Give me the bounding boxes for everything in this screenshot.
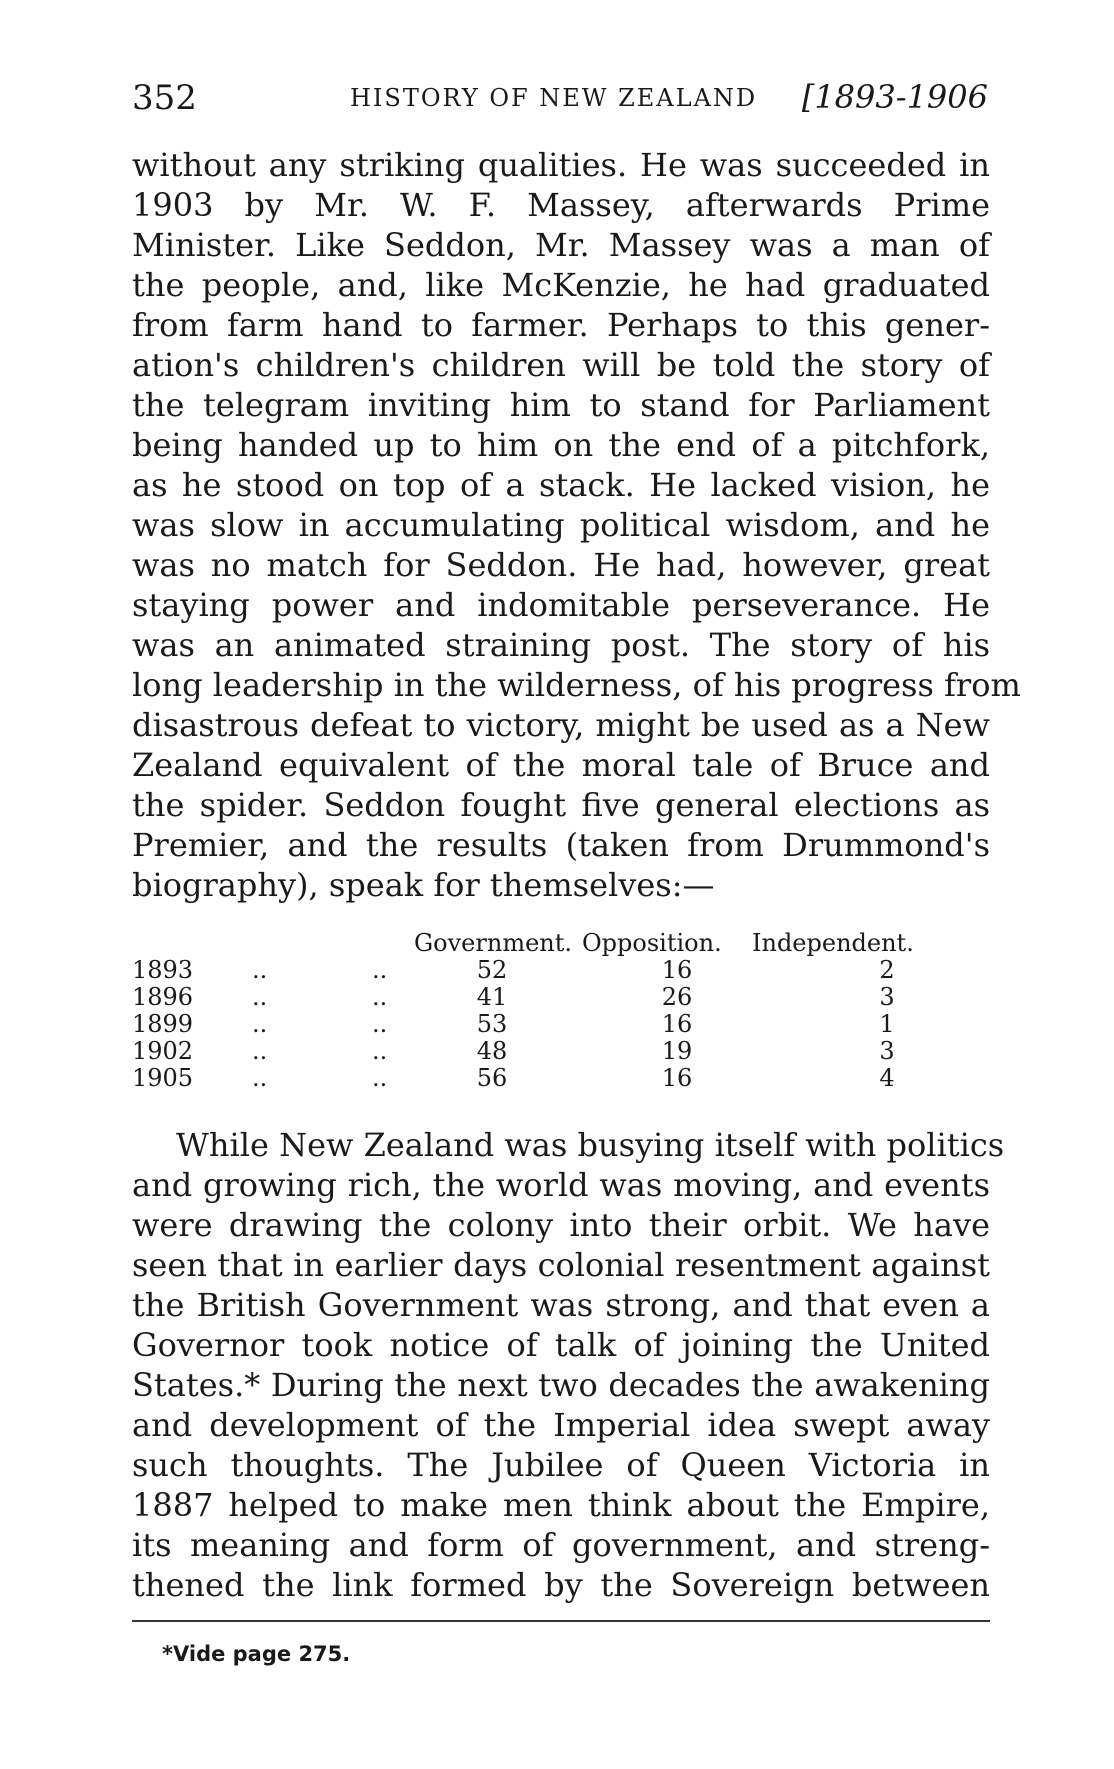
text-line: was slow in accumulating political wisdom, and he [132, 506, 990, 544]
text-line: long leadership in the wilderness, of his progress from [132, 666, 1021, 704]
opposition-cell: 19 [661, 1037, 693, 1065]
leader-dots: .. [372, 1010, 388, 1038]
text-line: biography), speak for themselves:— [132, 866, 715, 904]
page-number: 352 [132, 78, 197, 118]
table-header-row [132, 930, 990, 957]
date-range: [1893-1906 [801, 78, 988, 116]
leader-dots: .. [372, 956, 388, 984]
table-row [132, 984, 990, 1011]
text-line: the spider. Seddon fought five general elections as [132, 786, 990, 824]
table-row [132, 1011, 990, 1038]
independent-cell: 1 [879, 1010, 895, 1038]
government-cell: 48 [476, 1037, 508, 1065]
leader-dots: .. [252, 1064, 268, 1092]
leader-dots: .. [252, 983, 268, 1011]
opposition-cell: 16 [661, 1010, 693, 1038]
text-line: its meaning and form of government, and streng- [132, 1526, 990, 1564]
opposition-cell: 16 [661, 956, 693, 984]
text-line: disastrous defeat to victory, might be used as a New [132, 706, 990, 744]
footnote-rule [132, 1620, 990, 1622]
text-line: staying power and indomitable perseverance. He [132, 586, 990, 624]
text-line: seen that in earlier days colonial resentment against [132, 1246, 990, 1284]
text-line: thened the link formed by the Sovereign between [132, 1566, 990, 1604]
independent-cell: 3 [879, 1037, 895, 1065]
text-line: the people, and, like McKenzie, he had graduated [132, 266, 990, 304]
election-results-table [132, 930, 990, 1092]
text-line: While New Zealand was busying itself with politics [176, 1126, 1005, 1164]
text-line: Premier, and the results (taken from Drummond's [132, 826, 990, 864]
text-line: were drawing the colony into their orbit. We have [132, 1206, 990, 1244]
text-line: was an animated straining post. The story of his [132, 626, 990, 664]
text-line: Minister. Like Seddon, Mr. Massey was a man of [132, 226, 990, 264]
leader-dots: .. [252, 1037, 268, 1065]
year-cell: 1902 [132, 1037, 194, 1065]
text-line: without any striking qualities. He was succeeded in [132, 146, 990, 184]
leader-dots: .. [372, 1037, 388, 1065]
text-line: 1887 helped to make men think about the Empire, [132, 1486, 990, 1524]
text-line: being handed up to him on the end of a pitchfork, [132, 426, 990, 464]
year-cell: 1893 [132, 956, 194, 984]
text-line: Zealand equivalent of the moral tale of Bruce and [132, 746, 990, 784]
government-cell: 53 [476, 1010, 508, 1038]
text-line: such thoughts. The Jubilee of Queen Victoria in [132, 1446, 990, 1484]
column-header-opposition: Opposition. [582, 929, 722, 957]
table-row [132, 1038, 990, 1065]
independent-cell: 4 [879, 1064, 895, 1092]
year-cell: 1896 [132, 983, 194, 1011]
text-line: States.* During the next two decades the awakening [132, 1366, 990, 1404]
leader-dots: .. [372, 983, 388, 1011]
text-line: as he stood on top of a stack. He lacked vision, he [132, 466, 990, 504]
page-header [132, 78, 992, 128]
text-line: was no match for Seddon. He had, however, great [132, 546, 990, 584]
government-cell: 52 [476, 956, 508, 984]
government-cell: 56 [476, 1064, 508, 1092]
column-header-government: Government. [414, 929, 573, 957]
text-line: ation's children's children will be told the story of [132, 346, 990, 384]
text-line: Governor took notice of talk of joining the United [132, 1326, 990, 1364]
government-cell: 41 [476, 983, 508, 1011]
leader-dots: .. [372, 1064, 388, 1092]
opposition-cell: 26 [661, 983, 693, 1011]
text-line: and growing rich, the world was moving, and events [132, 1166, 990, 1204]
text-line: the telegram inviting him to stand for Parliament [132, 386, 990, 424]
leader-dots: .. [252, 1010, 268, 1038]
paragraph-2 [132, 1125, 1005, 1605]
year-cell: 1905 [132, 1064, 194, 1092]
text-line: from farm hand to farmer. Perhaps to this gener- [132, 306, 990, 344]
year-cell: 1899 [132, 1010, 194, 1038]
opposition-cell: 16 [661, 1064, 693, 1092]
footnote: *Vide page 275. [162, 1642, 351, 1666]
independent-cell: 3 [879, 983, 895, 1011]
text-line: the British Government was strong, and that even a [132, 1286, 990, 1324]
leader-dots: .. [252, 956, 268, 984]
table-row [132, 1065, 990, 1092]
text-line: 1903 by Mr. W. F. Massey, afterwards Prime [132, 186, 990, 224]
running-title: HISTORY OF NEW ZEALAND [350, 84, 758, 112]
text-line: and development of the Imperial idea swept away [132, 1406, 990, 1444]
independent-cell: 2 [879, 956, 895, 984]
table-row [132, 957, 990, 984]
paragraph-1 [132, 145, 1021, 905]
column-header-independent: Independent. [752, 929, 914, 957]
